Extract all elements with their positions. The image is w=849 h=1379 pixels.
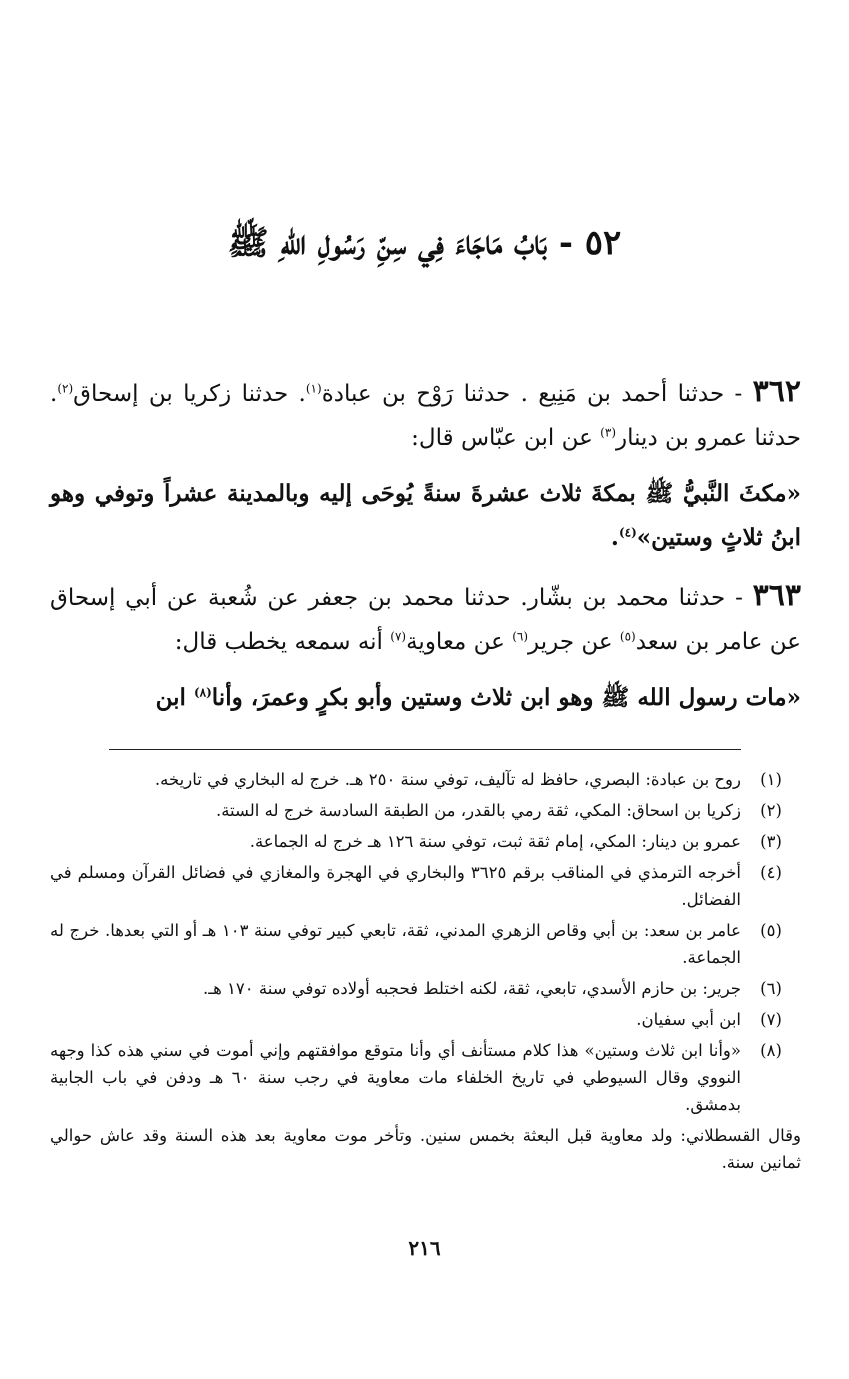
footnote-ref[interactable]: (١) [305, 381, 322, 396]
matn-text: «مات رسول الله ﷺ وهو ابن ثلاث وستين وأبو بكرٍ وعمرَ، وأنا [211, 684, 801, 711]
footnote-text: ابن أبي سفيان. [636, 1010, 741, 1029]
footnote-ref[interactable]: (٥) [619, 629, 636, 644]
footnote-text: «وأنا ابن ثلاث وستين» هذا كلام مستأنف أي وأنا متوقع موافقتهم وإني أموت في سني هذه كذا وجهه النووي وقال السيوطي في تاريخ الخلفاء مات معاوية في رجب سنة ٦٠ هـ ودفن في باب الجابية بدمشق. [50, 1041, 742, 1114]
footnote-number: (٣) [760, 832, 782, 851]
isnad-text: - حدثنا أحمد بن مَنِيع . حدثنا رَوْح بن عبادة [321, 381, 753, 407]
chapter-title: ٥٢ - بَابُ مَاجَاءَ فِي سِنِّ رَسُولِ اللهِ ﷺ [227, 223, 622, 263]
footnote-text: أخرجه الترمذي في المناقب برقم ٣٦٢٥ والبخاري في الهجرة والمغازي في فضائل القرآن ومسلم في الفضائل. [50, 863, 741, 909]
footnote [50, 828, 801, 855]
footnote-ref[interactable]: (٣) [600, 425, 616, 440]
isnad-text: . حدثنا عمرو بن دينار [50, 381, 801, 451]
footnote-ref[interactable]: (٢) [57, 381, 74, 396]
footnote-number: (٢) [760, 801, 782, 820]
footnote [50, 797, 801, 824]
isnad-text: - حدثنا محمد بن بشّار. حدثنا محمد بن جعفر عن شُعبة عن أبي إسحاق عن عامر بن سعد [50, 585, 801, 655]
footnote-text: روح بن عبادة: البصري، حافظ له تآليف، توفي سنة ٢٥٠ هـ. خرج له البخاري في تاريخه. [154, 770, 741, 789]
isnad-text: عن معاوية [406, 629, 513, 655]
page-number: ٢١٦ [408, 1236, 441, 1260]
footnote-number: (٤) [760, 863, 782, 882]
isnad-text: . حدثنا زكريا بن إسحاق [73, 381, 306, 407]
hadith-362-isnad [50, 370, 801, 460]
main-text [50, 370, 801, 720]
footnote-ref[interactable]: (٤) [618, 525, 637, 540]
hadith-number: ٣٦٢ [752, 374, 801, 409]
isnad-text: عن ابن عبّاس قال: [411, 425, 601, 451]
hadith-number: ٣٦٣ [752, 578, 801, 613]
footnote [50, 1006, 801, 1033]
footnote-ref[interactable]: (٧) [390, 629, 407, 644]
footnote-text: عامر بن سعد: بن أبي وقاص الزهري المدني، ثقة، تابعي كبير توفي سنة ١٠٣ هـ أو التي بعدها. خرج له الجماعة. [50, 921, 741, 967]
footnote-number: (١) [760, 770, 782, 789]
footnote [50, 766, 801, 793]
isnad-text: أنه سمعه يخطب قال: [174, 629, 391, 655]
matn-text: «مكثَ النَّبيُّ ﷺ بمكةَ ثلاث عشرةَ سنةً يُوحَى إليه وبالمدينة عشراً وتوفي وهو ابنُ ثلاثٍ وستين» [50, 480, 801, 551]
footnote-continuation: وقال القسطلاني: ولد معاوية قبل البعثة بخمس سنين. وتأخر موت معاوية بعد هذه السنة وقد عاش حوالي ثمانين سنة. [50, 1126, 801, 1172]
footnote [50, 859, 801, 913]
isnad-text: عن جرير [528, 629, 620, 655]
footnote-text: جرير: بن حازم الأسدي، تابعي، ثقة، لكنه اختلط فحجبه أولاده توفي سنة ١٧٠ هـ. [203, 979, 741, 998]
footnote-number: (٦) [760, 979, 782, 998]
footnote-number: (٨) [760, 1041, 782, 1060]
footnote [50, 1037, 801, 1118]
footnote-text: عمرو بن دينار: المكي، إمام ثقة ثبت، توفي سنة ١٢٦ هـ خرج له الجماعة. [249, 832, 741, 851]
hadith-363-matn [50, 676, 801, 720]
footnote-number: (٧) [760, 1010, 782, 1029]
footnote-text: زكريا بن اسحاق: المكي، ثقة رمي بالقدر، من الطبقة السادسة خرج له الستة. [215, 801, 741, 820]
hadith-363-isnad [50, 574, 801, 664]
matn-end: . [610, 524, 619, 551]
matn-text: ابن [155, 684, 194, 711]
hadith-362-matn [50, 472, 801, 560]
footnote-number: (٥) [760, 921, 782, 940]
footnotes [50, 766, 801, 1176]
footnote [50, 917, 801, 971]
footnote-ref[interactable]: (٦) [512, 629, 529, 644]
footnote-ref[interactable]: (٨) [193, 685, 212, 700]
footnote-divider [109, 749, 741, 750]
footnote [50, 975, 801, 1002]
